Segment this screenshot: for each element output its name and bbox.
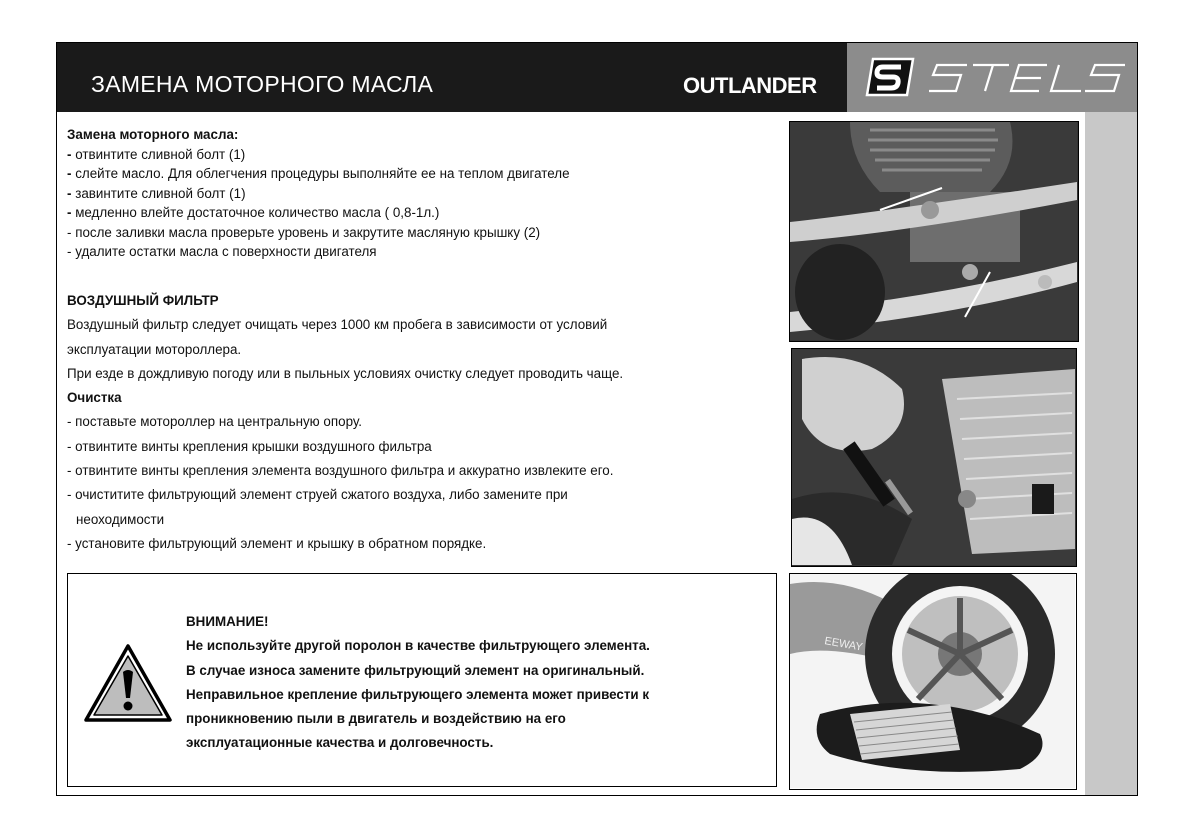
oil-step: - удалите остатки масла с поверхности двигателя xyxy=(67,244,377,259)
brand-label: EEWAY xyxy=(823,635,864,654)
manual-page xyxy=(56,42,1138,796)
air-filter-intro: эксплуатации мотороллера. xyxy=(67,341,242,357)
page-title: ЗАМЕНА МОТОРНОГО МАСЛА xyxy=(91,71,434,97)
brand-logo xyxy=(847,43,1137,112)
air-filter-intro: При езде в дождливую погоду или в пыльных условиях очистку следует проводить чаще. xyxy=(67,365,624,381)
side-margin-bar xyxy=(1085,112,1137,795)
warning-triangle-icon xyxy=(82,642,174,724)
oil-step: - слейте масло. Для облегчения процедуры выполняйте ее на теплом двигателе xyxy=(67,166,570,181)
oil-change-heading: Замена моторного масла: xyxy=(67,127,239,142)
photo-oil-drain-bolt xyxy=(789,121,1079,342)
warning-line: В случае износа замените фильтрующий элемент на оригинальный. xyxy=(186,662,645,678)
warning-box xyxy=(67,573,777,787)
brand-s-icon xyxy=(861,55,919,99)
warning-line: Неправильное крепление фильтрующего элемента может привести к xyxy=(186,686,650,702)
air-filter-heading: ВОЗДУШНЫЙ ФИЛЬТР xyxy=(67,293,219,308)
cleaning-step: неоходимости xyxy=(76,511,165,527)
cleaning-step: - отвинтите винты крепления крышки воздушного фильтра xyxy=(67,438,432,454)
oil-step: - отвинтите сливной болт (1) xyxy=(67,146,246,162)
photo-air-filter-element xyxy=(789,573,1077,790)
warning-line: Не используйте другой поролон в качестве фильтрующего элемента. xyxy=(186,638,650,654)
air-filter-intro: Воздушный фильтр следует очищать через 1000 км пробега в зависимости от условий xyxy=(67,317,608,333)
page-header xyxy=(57,43,1137,112)
oil-step: - медленно влейте достаточное количество масла ( 0,8-1л.) xyxy=(67,205,440,220)
air-filter-cover-photo-image xyxy=(792,349,1075,565)
oil-step: - после заливки масла проверьте уровень и закрутите масляную крышку (2) xyxy=(67,224,541,240)
cleaning-heading: Очистка xyxy=(67,390,122,406)
brand-wordmark xyxy=(929,59,1127,97)
model-name: OUTLANDER xyxy=(683,73,817,98)
engine-photo-image xyxy=(790,122,1077,340)
filter-element-photo-image xyxy=(790,574,1075,788)
warning-line: эксплуатационные качества и долговечность. xyxy=(186,735,494,751)
oil-change-section xyxy=(67,125,757,262)
warning-line: проникновению пыли в двигатель и воздействию на его xyxy=(186,711,566,727)
cleaning-step: - очиститите фильтрующий элемент струей сжатого воздуха, либо замените при xyxy=(67,487,568,503)
cleaning-step: - поставьте мотороллер на центральную опору. xyxy=(67,414,362,430)
warning-title: ВНИМАНИЕ! xyxy=(186,614,269,629)
cleaning-step: - установите фильтрующий элемент и крышку в обратном порядке. xyxy=(67,535,487,551)
warning-text xyxy=(186,610,766,756)
photo-air-filter-screws xyxy=(791,348,1077,567)
air-filter-section xyxy=(67,289,757,556)
cleaning-step: - отвинтите винты крепления элемента воздушного фильтра и аккуратно извлеките его. xyxy=(67,463,614,479)
oil-step: - завинтите сливной болт (1) xyxy=(67,185,246,201)
